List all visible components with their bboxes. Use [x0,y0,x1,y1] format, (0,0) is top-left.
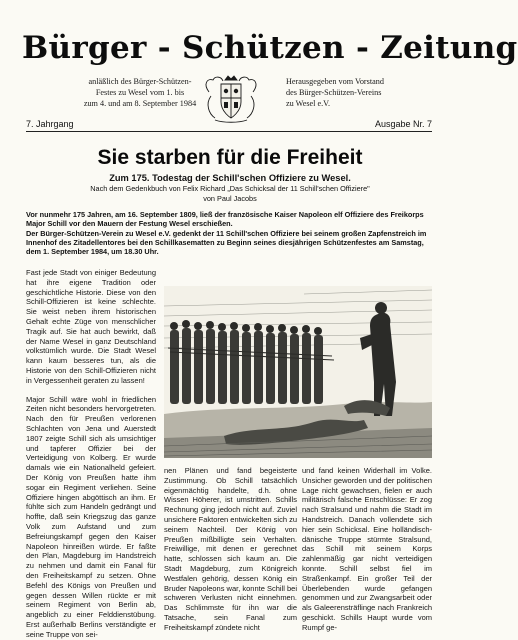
subtitle-right-line: Herausgegeben vom Vorstand [286,77,384,86]
execution-engraving-image [164,286,432,458]
body-paragraph: Major Schill wäre wohl in friedlichen Zeiten nicht besonders hervorgetreten. Nach den für Preußen verlorenen Schlachten von Jena und Auerstedt 1807 zeigte Schill sich als umsichtiger und tapferer Offizier bei der Verteidigung von Kolberg. Er wurde damals wie ein Nationalheld gefeiert. Der König von Preußen hatte ihm sogar ein Regiment verliehen. Seine Offiziere hingen abgöttisch an ihm. Er fühlte sich zum Handeln gedrängt und hoffte, daß sein Kriegszug das ganze Volk zum Aufstand und zum Befreiungskampf gegen den Kaiser Napoleon hinreißen würde. Er faßte den Plan, Magdeburg im Handstreich zu nehmen und damit ein Fanal für den Freiheitskampf zu setzen. Ohne Befehl des Königs von Preußen und gegen dessen Willen rückte er mit seinem Regiment von Berlin ab, angeblich zu einer Felddienstübung. Erst außerhalb Berlins verständigte er seine Truppe von sei- [26,394,156,639]
masthead-subtitle-left [80,76,200,109]
issue-number: Ausgabe Nr. 7 [374,119,432,129]
body-paragraph: nen Plänen und fand begeisterte Zustimmung. Ob Schill tatsächlich eigenmächtig handelte, d.h. ohne Wissen Höherer, ist umstritten. Schills Rechnung ging jedoch nicht auf. Zuviel unsichere Faktoren entwickelten sich zu seinem Nachteil. Der König von Preußen mißbilligte sein Verhalten. Freiwillige, mit denen er gerechnet hatte, schlossen sich kaum an. Die Stadt Magdeburg, zum Königreich Westfalen gehörig, dessen König ein Bruder Napoleons war, konnte Schill bei schweren Verlusten nicht einnehmen. Das Schlimmste für ihn war die Tatsache, sein Fanal zum Freiheitskampf zündete nicht [164,466,297,632]
subtitle-left-line: anläßlich des Bürger-Schützen- [88,77,192,86]
masthead-subtitle-right [286,76,426,109]
subtitle-right-line: zu Wesel e.V. [286,99,331,108]
article-headline: Sie starben für die Freiheit [97,146,363,169]
article-column-3 [302,466,432,640]
credit-line: Nach dem Gedenkbuch von Felix Richard „Das Schicksal der 11 Schill'schen Offiziere" [90,184,370,193]
subtitle-right-line: des Bürger-Schützen-Vereins [286,88,382,97]
article-subheadline: Zum 175. Todestag der Schill'schen Offiziere zu Wesel. [109,173,351,183]
article-column-2 [164,466,297,640]
coat-of-arms-icon [201,74,261,124]
masthead-title: Bürger - Schützen - Zeitung [22,30,518,66]
subtitle-left-line: zum 4. und am 8. September 1984 [83,99,197,108]
lead-paragraph: Der Bürger-Schützen-Verein zu Wesel e.V. gedenkt der 11 Schill'schen Offiziere bei seinem großen Zapfenstreich im Innenhof des Zitadellentores bei den Schillkasematten zu Beginn seines diesjährigen Schützenfestes am Samstag, dem 1. September 1984, um 18.30 Uhr. [26,228,427,257]
subtitle-left-line: Festes zu Wesel vom 1. bis [95,88,185,97]
body-paragraph: Fast jede Stadt von einiger Bedeutung hat ihre eigene Tradition oder geschichtliche Historie. Diese von den Schill-Offizieren ist keine schlechte. Sie weist neben ihrem historischen Gehalt echte Züge von menschlicher Tragik auf. Sie hat auch bewirkt, daß der Name Wesel in ganz Deutschland volkstümlich wurde. Die Stadt Wesel kann kaum besseres tun, als die Historie von den Schill-Offizieren nicht in Vergessenheit geraten zu lassen! [26,268,156,385]
credit-line: von Paul Jacobs [203,193,257,203]
body-paragraph: und fand keinen Widerhall im Volke. Unsicher geworden und der politischen Lage nicht gewachsen, fielen er auch militärisch falsche Entschlüsse: Er zog nach Stralsund und nahm die Stadt im Handstreich. Danach vollendete sich hier sein Schicksal. Eine holländisch-dänische Truppe stürmte Stralsund, das Schill mit seinem Korps zahlenmäßig gar nicht verteidigen konnte. Schill selbst fiel im Straßenkampf. Ein großer Teil der Überlebenden wurde gefangen genommen und zur Zwangsarbeit oder als Galeerensträflinge nach Frankreich geschickt. Schills Haupt wurde vom Rumpf ge- [302,466,432,632]
article-credit [20,184,440,203]
article-column-1 [26,268,156,640]
lead-paragraph: Vor nunmehr 175 Jahren, am 16. September 1809, ließ der französische Kaiser Napoleon elf Offiziere des Freikorps Major Schill vor den Mauern der Festung Wesel erschießen. [26,210,424,229]
issue-volume: 7. Jahrgang [26,119,74,129]
header-rule [26,131,432,132]
article-lead [26,210,432,256]
